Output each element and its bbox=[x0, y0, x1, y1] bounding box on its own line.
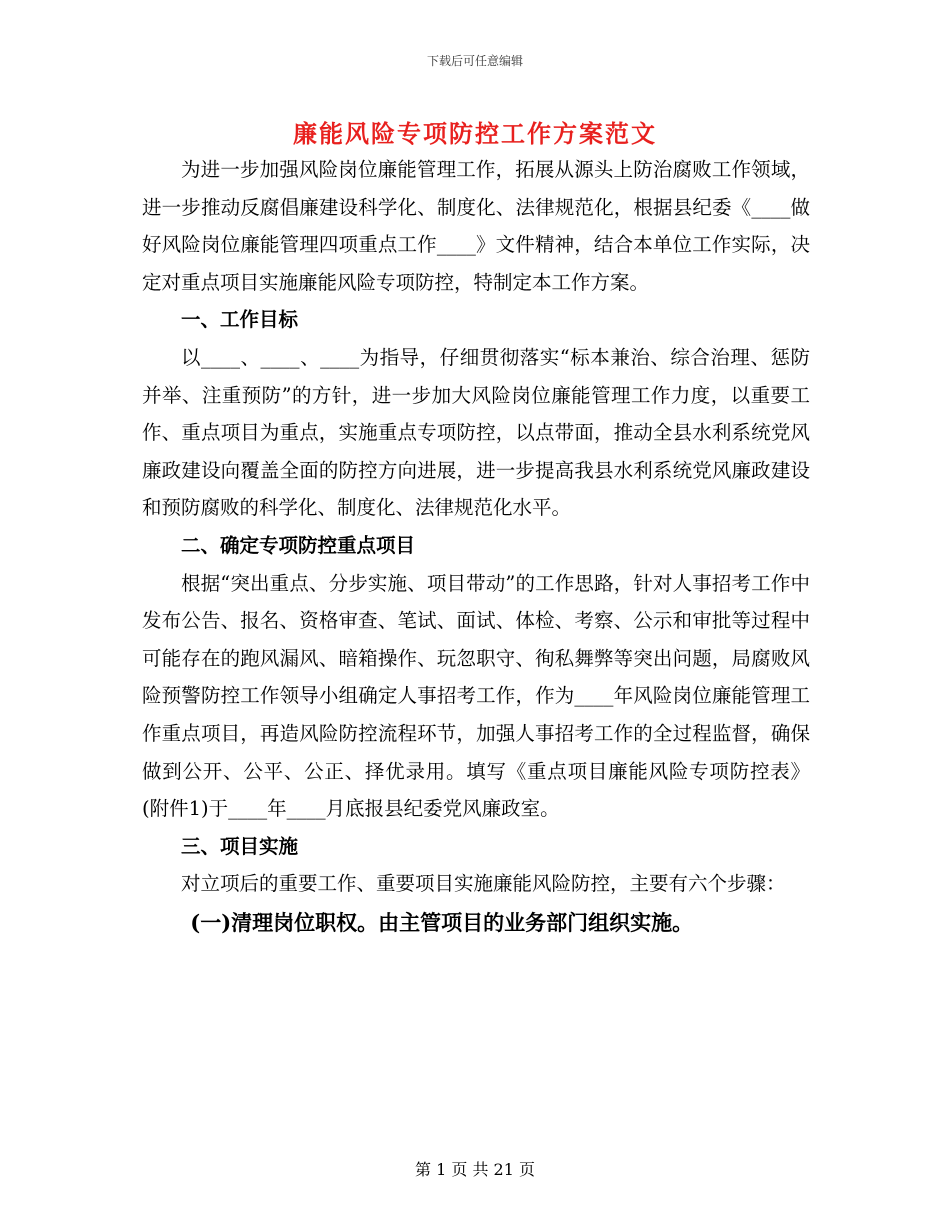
section-heading-key-projects: 二、确定专项防控重点项目 bbox=[181, 533, 416, 557]
key-projects-paragraph: 根据“突出重点、分步实施、项目带动”的工作思路，针对人事招考工作中发布公告、报名、资格审查、笔试、面试、体检、考察、公示和审批等过程中可能存在的跑风漏风、暗箱操作、玩忽职守、徇私舞弊等突出问题，局腐败风险预警防控工作领导小组确定人事招考工作，作为____年风险岗位廉能管理工作重点项目，再造风险防控流程环节，加强人事招考工作的全过程监督，确保做到公开、公平、公正、择优录用。填写《重点项目廉能风险专项防控表》(附件1)于____年____月底报县纪委党风廉政室。 bbox=[142, 571, 810, 821]
document-title: 廉能风险专项防控工作方案范文 bbox=[293, 119, 657, 148]
intro-paragraph: 为进一步加强风险岗位廉能管理工作，拓展从源头上防治腐败工作领域，进一步推动反腐倡廉建设科学化、制度化、法律规范化，根据县纪委《____做好风险岗位廉能管理四项重点工作____》文件精神，结合本单位工作实际，决定对重点项目实施廉能风险专项防控，特制定本工作方案。 bbox=[142, 158, 810, 294]
goals-paragraph: 以____、____、____为指导，仔细贯彻落实“标本兼治、综合治理、惩防并举、注重预防”的方针，进一步加大风险岗位廉能管理工作力度，以重要工作、重点项目为重点，实施重点专项防控，以点带面，推动全县水利系统党风廉政建设向覆盖全面的防控方向进展，进一步提高我县水利系统党风廉政建设和预防腐败的科学化、制度化、法律规范化水平。 bbox=[142, 345, 810, 520]
implementation-paragraph: 对立项后的重要工作、重要项目实施廉能风险防控，主要有六个步骤： bbox=[181, 872, 786, 896]
section-heading-implementation: 三、项目实施 bbox=[181, 834, 299, 858]
step-one-heading: (一)清理岗位职权。由主管项目的业务部门组织实施。 bbox=[190, 909, 694, 935]
page-footer: 第 1 页 共 21 页 bbox=[415, 1160, 535, 1179]
page-header: 下载后可任意编辑 bbox=[426, 54, 523, 68]
document-body bbox=[142, 151, 810, 942]
section-heading-goals: 一、工作目标 bbox=[181, 308, 299, 332]
